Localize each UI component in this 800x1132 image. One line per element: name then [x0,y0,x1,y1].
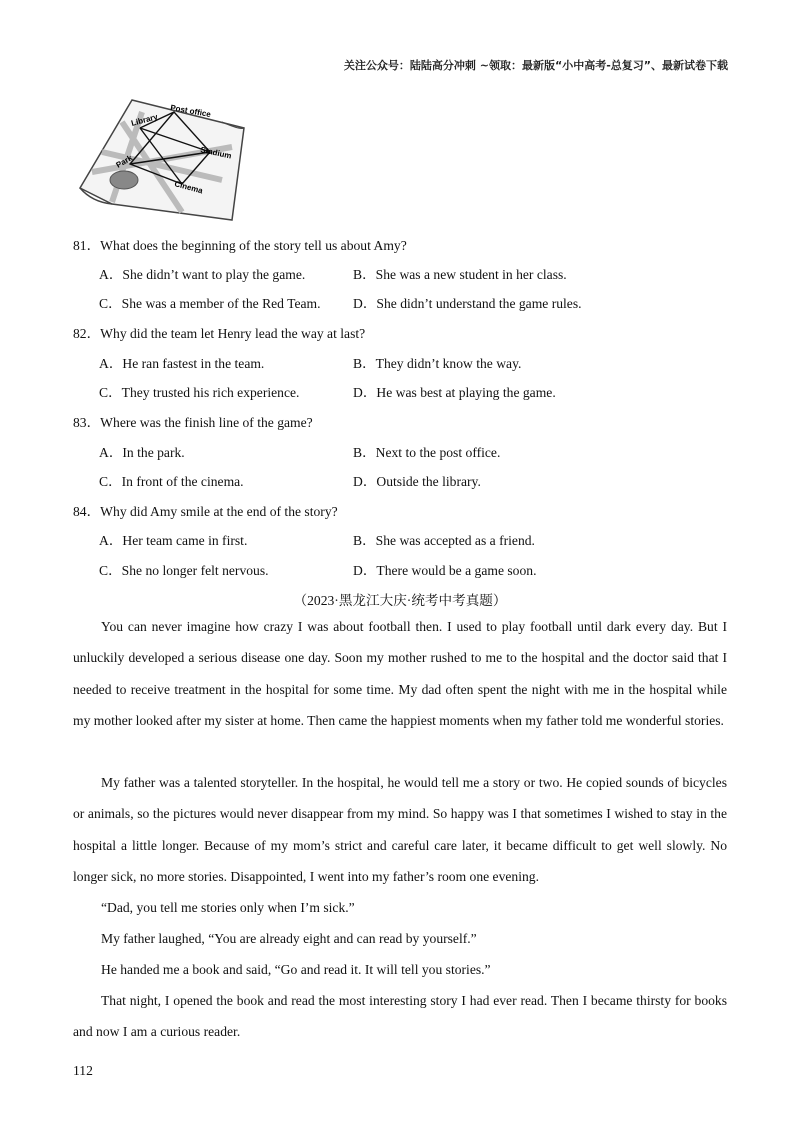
question-82-stem: 82．Why did the team let Henry lead the way at last? [73,326,366,341]
map-label-library: Library [130,112,159,128]
page-number: 112 [73,1063,93,1078]
question-83-option-c: C．In front of the cinema. [99,474,244,489]
passage-paragraph-3: “Dad, you tell me stories only when I’m sick.” [101,900,355,915]
passage-paragraph-1: You can never imagine how crazy I was about football then. I used to play football until dark every day. But I unluckily developed a serious disease one day. Soon my mother rushed to me to the hospital and the doctor said that I needed to receive treatment in the hospital for some time. My dad often spent the night with me in the hospital while my mother looked after my sister at home. Then came the happiest moments when my father told me wonderful stories. [73,619,727,728]
question-83-option-b: B．Next to the post office. [353,445,501,460]
question-84-stem: 84．Why did Amy smile at the end of the story? [73,504,338,519]
question-84-option-a: A．Her team came in first. [99,533,248,548]
town-map-illustration [72,92,248,224]
question-82-option-d: D．He was best at playing the game. [353,385,556,400]
passage-paragraph-5: He handed me a book and said, “Go and read it. It will tell you stories.” [101,962,491,977]
map-label-cinema: Cinema [173,179,204,196]
question-81-option-b: B．She was a new student in her class. [353,267,567,282]
passage-paragraph-6: That night, I opened the book and read the most interesting story I had ever read. Then I became thirsty for books and now I am a curious reader. [73,993,727,1040]
question-84-option-d: D．There would be a game soon. [353,563,537,578]
question-83-stem: 83．Where was the finish line of the game? [73,415,313,430]
question-84-option-c: C．She no longer felt nervous. [99,563,269,578]
question-84-option-b: B．She was accepted as a friend. [353,533,535,548]
question-82-option-b: B．They didn’t know the way. [353,356,522,371]
question-83-option-a: A．In the park. [99,445,185,460]
page-header: 关注公众号：陆陆高分冲刺 ~领取：最新版“小中高考-总复习”、最新试卷下载 [343,59,728,72]
passage-paragraph-2: My father was a talented storyteller. In the hospital, he would tell me a story or two. He copied sounds of bicycles or animals, so the pictures would never disappear from my mind. So happy was I that sometimes I wished to stay in the hospital a little longer. Because of my mom’s strict and careful care later, it became difficult to get well slowly. No longer sick, no more stories. Disappointed, I went into my father’s room one evening. [73,775,727,884]
question-82-option-a: A．He ran fastest in the team. [99,356,265,371]
question-82-option-c: C．They trusted his rich experience. [99,385,300,400]
map-label-stadium: Stadium [199,145,233,161]
passage-paragraph-4: My father laughed, “You are already eight and can read by yourself.” [101,931,477,946]
question-83-option-d: D．Outside the library. [353,474,481,489]
map-label-post-office: Post office [169,103,212,120]
passage-source: （2023·黑龙江大庆·统考中考真题） [293,593,507,608]
question-81-option-d: D．She didn’t understand the game rules. [353,296,582,311]
map-label-park: Park [114,153,135,170]
question-81-option-c: C．She was a member of the Red Team. [99,296,321,311]
question-81-option-a: A．She didn’t want to play the game. [99,267,306,282]
question-81-stem: 81．What does the beginning of the story tell us about Amy? [73,238,407,253]
